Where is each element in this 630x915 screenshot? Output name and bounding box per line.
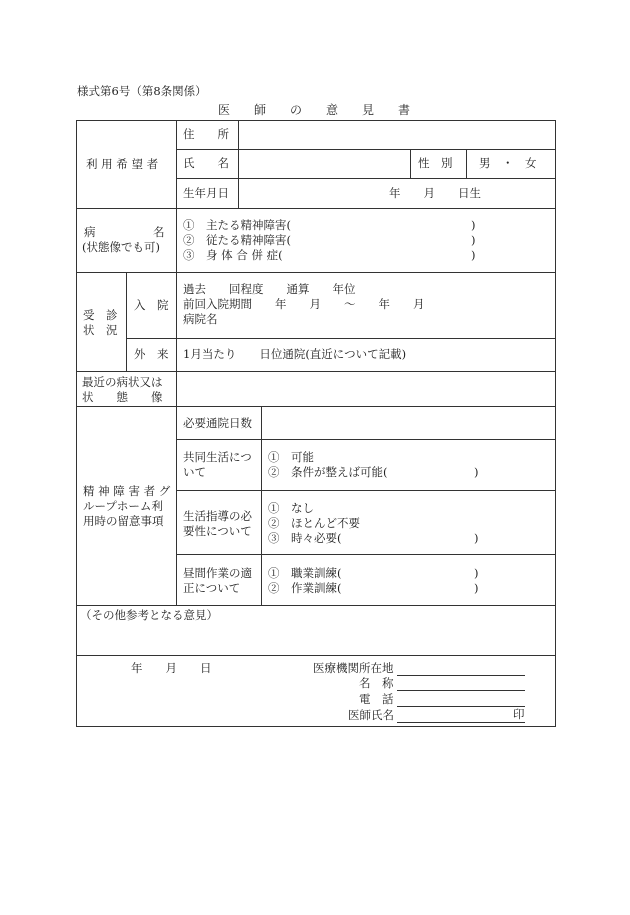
row-divider	[176, 554, 556, 555]
row-divider	[126, 338, 556, 339]
dob-label: 生年月日	[183, 186, 229, 200]
sex-options[interactable]: 男 ・ 女	[479, 156, 537, 170]
visits-label: 必要通院日数	[183, 416, 252, 430]
col-divider	[176, 371, 177, 406]
guidance-option-rarely[interactable]: ② ほとんど不要	[268, 516, 360, 530]
institution-address-line[interactable]	[397, 675, 525, 676]
guidance-option-none[interactable]: ① なし	[268, 501, 314, 515]
sex-label: 性 別	[418, 156, 453, 170]
doctor-name-line[interactable]	[397, 722, 525, 723]
seal-mark: 印	[513, 707, 525, 721]
col-divider	[466, 149, 467, 178]
doctor-name-label: 医師氏名	[348, 708, 394, 722]
col-divider	[176, 406, 177, 605]
daywork-label: 昼間作業の適	[183, 566, 252, 580]
institution-name-line[interactable]	[397, 690, 525, 691]
address-label: 住 所	[183, 127, 229, 141]
close-paren: )	[471, 233, 476, 247]
disease-item-main[interactable]: ① 主たる精神障害(	[183, 218, 291, 232]
visits-field[interactable]	[263, 408, 555, 438]
address-field[interactable]	[240, 121, 555, 148]
col-divider	[176, 120, 177, 372]
outpatient-label: 外 来	[134, 347, 169, 361]
cohabit-label: 共同生活につ	[183, 450, 252, 464]
dob-value[interactable]: 年 月 日生	[389, 186, 481, 200]
col-divider	[126, 272, 127, 371]
guidance-option-sometimes[interactable]: ③ 時々必要(	[268, 531, 342, 545]
close-paren: )	[471, 218, 476, 232]
close-paren: )	[474, 566, 479, 580]
recent-condition-label: 状 態 像	[82, 390, 163, 404]
guidance-label: 生活指導の必	[183, 509, 252, 523]
institution-name-label: 名 称	[359, 676, 394, 690]
notes-label: 精 神 障 害 者 グ	[83, 484, 171, 498]
notes-label: ループホーム利	[83, 499, 163, 513]
inpatient-label: 入 院	[134, 298, 169, 312]
inpatient-period[interactable]: 前回入院期間 年 月 ～ 年 月	[183, 297, 425, 311]
consultation-label: 受 診	[83, 308, 118, 322]
form-title: 医 師 の 意 見 書	[218, 103, 411, 117]
cohabit-option-conditional[interactable]: ② 条件が整えば可能(	[268, 465, 388, 479]
phone-label: 電 話	[359, 692, 394, 706]
row-divider	[76, 655, 556, 656]
daywork-option-work[interactable]: ② 作業訓練(	[268, 581, 342, 595]
row-divider	[76, 208, 556, 209]
phone-line[interactable]	[397, 706, 525, 707]
cohabit-label: いて	[183, 465, 206, 479]
recent-condition-label: 最近の病状又は	[82, 375, 163, 389]
disease-label: 病 名	[84, 225, 165, 239]
notes-label: 用時の留意事項	[83, 514, 164, 528]
row-divider	[176, 490, 556, 491]
institution-address-label: 医療機関所在地	[313, 661, 394, 675]
hospital-name[interactable]: 病院名	[183, 312, 218, 326]
applicant-label: 利 用 希 望 者	[86, 157, 159, 171]
cohabit-option-possible[interactable]: ① 可能	[268, 450, 314, 464]
daywork-label: 正について	[183, 581, 241, 595]
col-divider	[238, 120, 239, 208]
other-opinion-field[interactable]	[78, 624, 554, 654]
close-paren: )	[471, 248, 476, 262]
other-opinion-label: （その他参考となる意見）	[80, 608, 218, 622]
close-paren: )	[474, 581, 479, 595]
row-divider	[76, 272, 556, 273]
disease-sublabel: (状態像でも可)	[82, 240, 160, 254]
row-divider	[176, 439, 556, 440]
close-paren: )	[474, 531, 479, 545]
recent-condition-field[interactable]	[178, 373, 555, 405]
consultation-label: 状 況	[83, 323, 118, 337]
form-number: 様式第6号（第8条関係）	[77, 84, 207, 98]
inpatient-history[interactable]: 過去 回程度 通算 年位	[183, 282, 356, 296]
disease-item-secondary[interactable]: ② 従たる精神障害(	[183, 233, 291, 247]
row-divider	[76, 371, 556, 372]
col-divider	[410, 149, 411, 178]
name-field[interactable]	[240, 150, 409, 177]
disease-item-physical[interactable]: ③ 身 体 合 併 症(	[183, 248, 283, 262]
col-divider	[261, 406, 262, 605]
outpatient-frequency[interactable]: 1月当たり 日位通院(直近について記載)	[183, 347, 407, 361]
close-paren: )	[474, 465, 479, 479]
row-divider	[176, 178, 556, 179]
guidance-label: 要性について	[183, 524, 252, 538]
footer-date[interactable]: 年 月 日	[131, 661, 212, 675]
daywork-option-vocational[interactable]: ① 職業訓練(	[268, 566, 342, 580]
row-divider	[76, 406, 556, 407]
name-label: 氏 名	[183, 156, 229, 170]
row-divider	[76, 605, 556, 606]
